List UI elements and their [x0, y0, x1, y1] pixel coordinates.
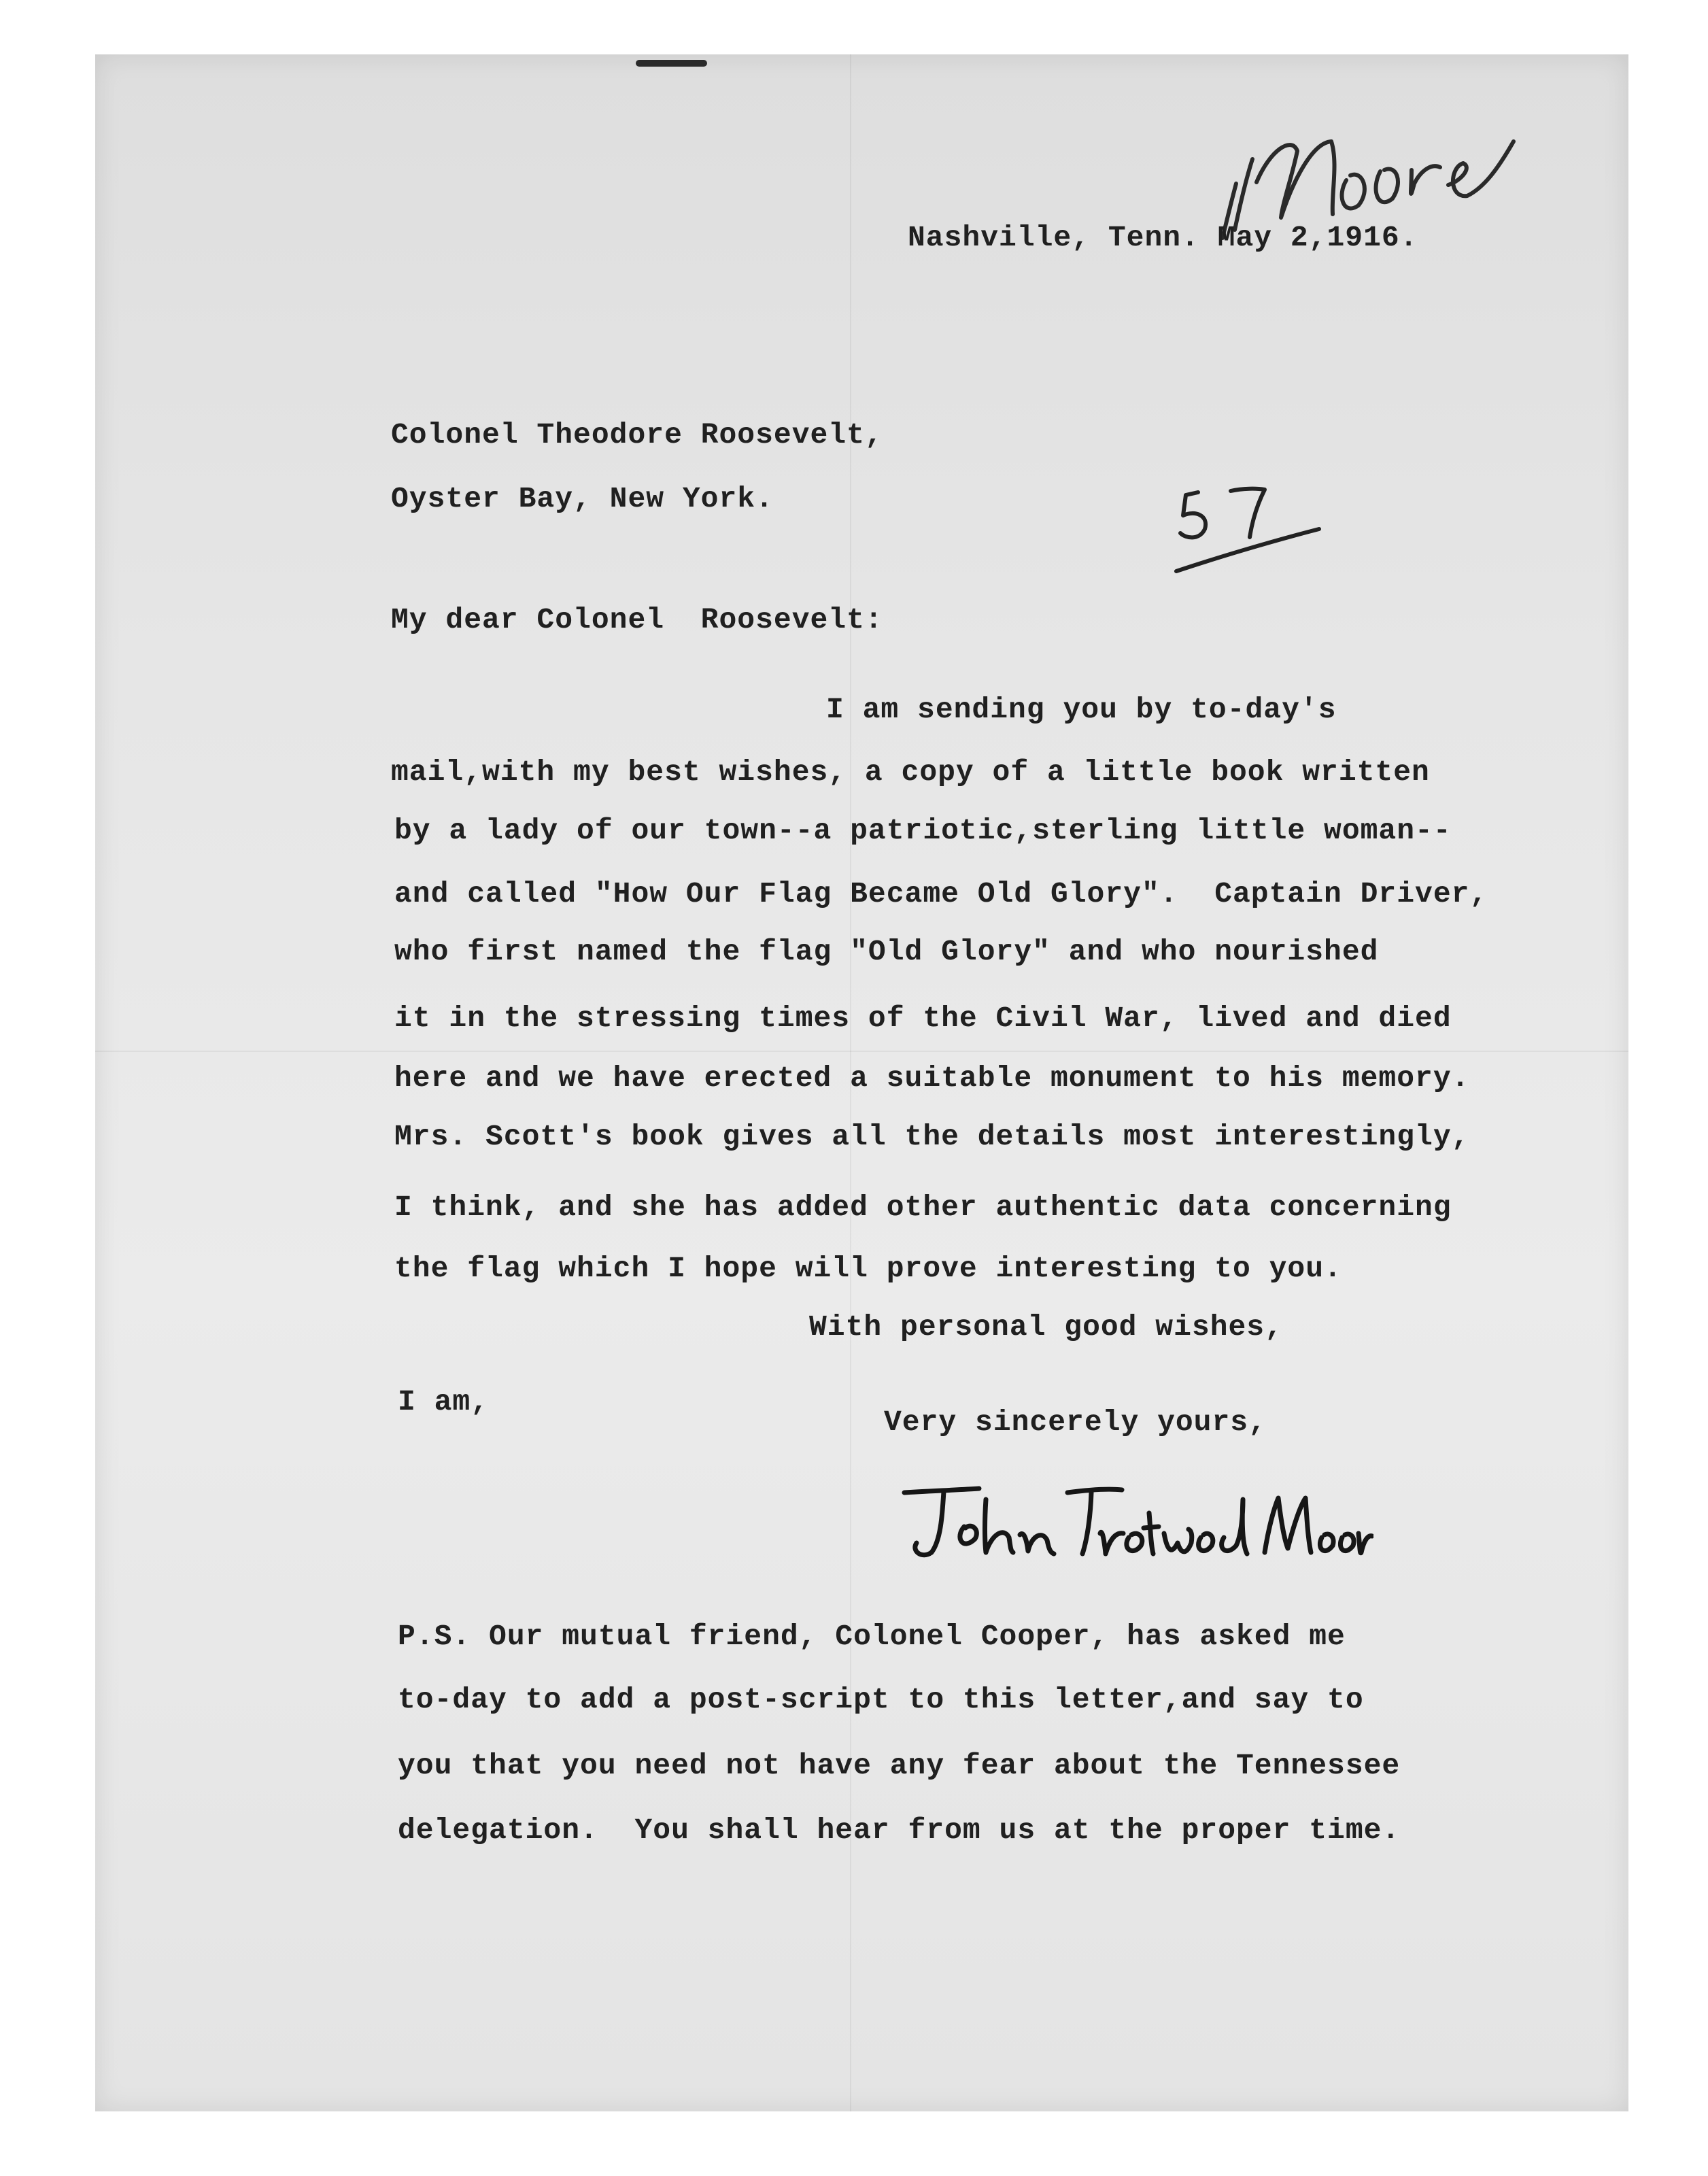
signature: [884, 1472, 1373, 1567]
salutation: My dear Colonel Roosevelt:: [391, 603, 883, 636]
paper-fold: [95, 1051, 1628, 1052]
handwritten-number-57: [1156, 476, 1333, 585]
postscript-line: P.S. Our mutual friend, Colonel Cooper, has asked me: [398, 1620, 1346, 1653]
body-line: it in the stressing times of the Civil War, lived and died: [394, 1002, 1452, 1035]
postscript-line: delegation. You shall hear from us at the proper time.: [398, 1814, 1401, 1847]
dateline: Nashville, Tenn. May 2,1916.: [908, 221, 1418, 254]
body-line: Mrs. Scott's book gives all the details most interestingly,: [394, 1120, 1470, 1153]
body-line: and called "How Our Flag Became Old Glory". Captain Driver,: [394, 877, 1488, 911]
body-line: who first named the flag "Old Glory" and who nourished: [394, 935, 1379, 968]
body-line: here and we have erected a suitable monument to his memory.: [394, 1061, 1470, 1095]
i-am: I am,: [398, 1385, 490, 1418]
body-line: by a lady of our town--a patriotic,sterling little woman--: [394, 814, 1452, 847]
recipient-name: Colonel Theodore Roosevelt,: [391, 418, 883, 452]
recipient-address: Oyster Bay, New York.: [391, 482, 774, 515]
body-line: I think, and she has added other authentic data concerning: [394, 1191, 1452, 1224]
scan-mark: [636, 60, 707, 67]
body-line: the flag which I hope will prove interesting to you.: [394, 1252, 1342, 1285]
closing: Very sincerely yours,: [884, 1406, 1267, 1439]
body-line: mail,with my best wishes, a copy of a little book written: [391, 755, 1430, 789]
postscript-line: you that you need not have any fear about the Tennessee: [398, 1749, 1401, 1782]
body-line: I am sending you by to-day's: [826, 693, 1337, 726]
postscript-line: to-day to add a post-script to this letter,and say to: [398, 1683, 1364, 1716]
closing-wishes: With personal good wishes,: [809, 1310, 1283, 1344]
